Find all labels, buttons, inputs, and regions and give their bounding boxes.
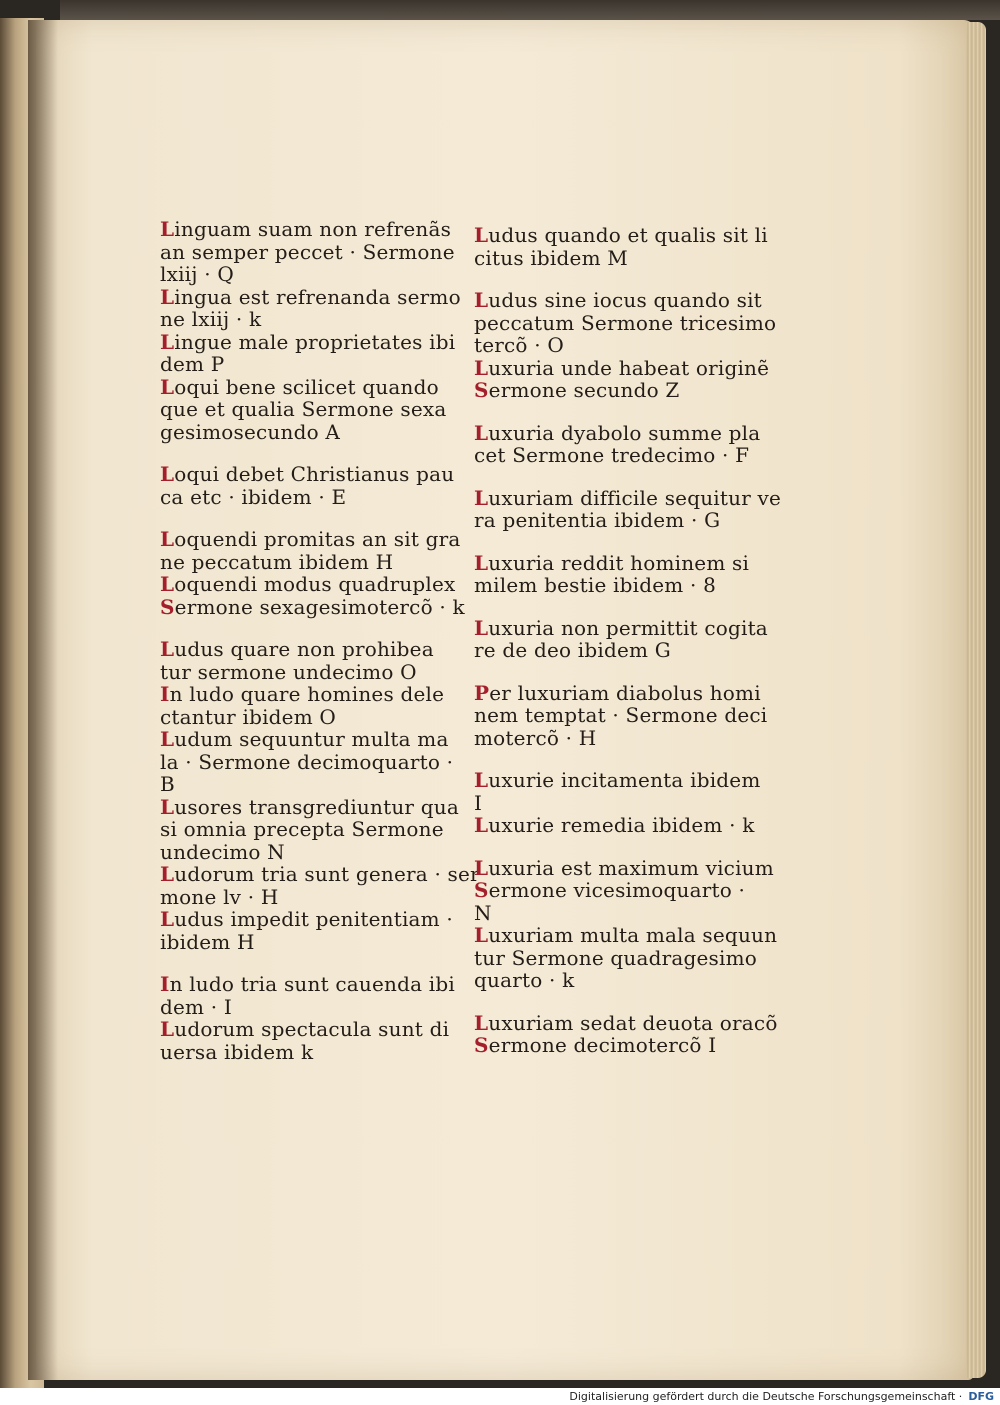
index-line bbox=[474, 902, 774, 925]
index-line bbox=[160, 682, 445, 706]
line-text: citus ibidem M bbox=[474, 245, 628, 270]
index-line bbox=[474, 574, 774, 597]
line-text: udus quare non prohibea bbox=[174, 637, 434, 661]
rubricated-initial: L bbox=[474, 485, 489, 510]
index-line bbox=[160, 284, 461, 309]
index-line bbox=[160, 706, 440, 729]
rubricated-initial: S bbox=[160, 594, 175, 619]
index-line bbox=[160, 551, 440, 574]
book-top-edge bbox=[60, 0, 1000, 20]
line-text: uxuria est maximum vicium bbox=[488, 855, 774, 880]
rubricated-initial: L bbox=[160, 572, 175, 596]
line-text: si omnia precepta Sermone bbox=[160, 817, 444, 841]
line-text: uersa ibidem k bbox=[160, 1039, 314, 1064]
line-text: la · Sermone decimoquarto · bbox=[160, 749, 454, 774]
line-text: ne peccatum ibidem H bbox=[160, 549, 394, 574]
line-text: uxuria dyabolo summe pla bbox=[488, 420, 761, 445]
index-line bbox=[474, 357, 774, 380]
line-text: ermone secundo Z bbox=[488, 378, 680, 402]
line-text: an semper peccet · Sermone bbox=[160, 239, 455, 264]
line-text: I bbox=[474, 790, 483, 815]
rubricated-initial: L bbox=[160, 862, 175, 886]
index-line bbox=[160, 353, 440, 376]
line-text: uxuriam sedat deuota oracõ bbox=[488, 1010, 778, 1035]
rubricated-initial: L bbox=[160, 462, 175, 486]
rubricated-initial: L bbox=[474, 813, 489, 837]
line-text: oqui debet Christianus pau bbox=[174, 462, 455, 486]
line-text: peccatum Sermone tricesimo bbox=[474, 310, 777, 335]
line-text: udorum spectacula sunt di bbox=[174, 1017, 450, 1041]
line-text: uxuria unde habeat originẽ bbox=[488, 355, 770, 380]
index-line bbox=[160, 421, 440, 444]
line-text: gesimosecundo A bbox=[160, 419, 341, 444]
line-text: n ludo quare homines dele bbox=[169, 682, 445, 706]
rubricated-initial: L bbox=[160, 1017, 175, 1041]
line-text: uxurie remedia ibidem · k bbox=[488, 813, 755, 837]
left-text-column bbox=[160, 217, 480, 1064]
rubricated-initial: L bbox=[160, 907, 175, 931]
index-line bbox=[474, 682, 774, 705]
rubricated-initial: L bbox=[474, 223, 489, 247]
index-line bbox=[160, 886, 440, 909]
index-line bbox=[474, 247, 774, 270]
line-text: B bbox=[160, 772, 175, 796]
entry-spacer bbox=[160, 953, 440, 973]
index-line bbox=[160, 638, 440, 661]
entry-spacer bbox=[474, 992, 774, 1012]
index-line bbox=[474, 334, 774, 357]
digitization-footer bbox=[0, 1388, 1000, 1405]
entry-spacer bbox=[474, 402, 774, 422]
index-line bbox=[160, 329, 456, 354]
line-text: milem bestie ibidem · 8 bbox=[474, 573, 717, 597]
line-text: quarto · k bbox=[474, 968, 575, 992]
rubricated-initial: L bbox=[474, 768, 489, 792]
rubricated-initial: S bbox=[474, 1033, 489, 1057]
line-text: undecimo N bbox=[160, 839, 285, 864]
line-text: lxiij · Q bbox=[160, 262, 234, 286]
index-line bbox=[160, 594, 465, 619]
index-line bbox=[160, 217, 452, 241]
line-text: uxuriam multa mala sequun bbox=[488, 923, 778, 947]
entry-spacer bbox=[160, 618, 440, 638]
rubricated-initial: I bbox=[160, 972, 170, 996]
rubricated-initial: L bbox=[160, 374, 175, 399]
index-line bbox=[160, 749, 454, 774]
index-line bbox=[474, 379, 774, 402]
index-line bbox=[160, 308, 440, 331]
entry-spacer bbox=[474, 467, 774, 487]
index-line bbox=[160, 263, 440, 286]
line-text: usores transgrediuntur qua bbox=[174, 794, 459, 819]
index-line bbox=[474, 857, 774, 880]
rubricated-initial: P bbox=[474, 680, 490, 705]
right-text-column bbox=[474, 223, 782, 1057]
rubricated-initial: I bbox=[160, 682, 170, 706]
index-line bbox=[160, 817, 444, 841]
rubricated-initial: L bbox=[474, 288, 489, 312]
line-text: nem temptat · Sermone deci bbox=[474, 703, 768, 727]
line-text: re de deo ibidem G bbox=[474, 638, 671, 662]
rubricated-initial: L bbox=[474, 1010, 489, 1035]
index-line bbox=[160, 661, 440, 684]
line-text: ctantur ibidem O bbox=[160, 704, 337, 729]
index-line bbox=[474, 923, 778, 947]
entry-spacer bbox=[160, 443, 440, 463]
entry-spacer bbox=[474, 269, 774, 289]
line-text: ermone vicesimoquarto · bbox=[488, 878, 746, 902]
entry-spacer bbox=[474, 662, 774, 682]
page-fore-edge bbox=[966, 22, 986, 1378]
index-line bbox=[474, 947, 774, 970]
index-line bbox=[474, 814, 774, 837]
index-line bbox=[160, 1041, 440, 1064]
line-text: ermone decimotercõ I bbox=[488, 1033, 717, 1057]
rubricated-initial: L bbox=[474, 550, 489, 575]
line-text: inguam suam non refrenãs bbox=[174, 217, 452, 241]
line-text: n ludo tria sunt cauenda ibi bbox=[169, 972, 455, 996]
rubricated-initial: L bbox=[474, 615, 489, 640]
line-text: mone lv · H bbox=[160, 884, 279, 909]
index-line bbox=[474, 552, 774, 575]
index-line bbox=[474, 792, 774, 815]
line-text: uxuriam difficile sequitur ve bbox=[488, 485, 782, 510]
index-line bbox=[474, 727, 774, 750]
line-text: oqui bene scilicet quando bbox=[174, 374, 439, 399]
rubricated-initial: L bbox=[160, 284, 175, 309]
entry-spacer bbox=[474, 837, 774, 857]
line-text: ingua est refrenanda sermo bbox=[174, 284, 461, 309]
line-text: uxuria reddit hominem si bbox=[488, 550, 750, 575]
index-line bbox=[474, 485, 782, 510]
index-line bbox=[160, 907, 453, 931]
line-text: ibidem H bbox=[160, 929, 255, 954]
index-line bbox=[474, 969, 774, 992]
index-line bbox=[474, 289, 774, 312]
rubricated-initial: L bbox=[160, 527, 175, 551]
index-line bbox=[160, 376, 440, 399]
line-text: que et qualia Sermone sexa bbox=[160, 397, 447, 421]
index-line bbox=[160, 397, 447, 421]
line-text: uxuria non permittit cogita bbox=[488, 615, 768, 640]
line-text: udus impedit penitentiam · bbox=[174, 907, 453, 931]
entry-spacer bbox=[474, 532, 774, 552]
index-line bbox=[474, 224, 774, 247]
line-text: oquendi promitas an sit gra bbox=[174, 527, 461, 551]
rubricated-initial: L bbox=[474, 355, 489, 380]
line-text: uxurie incitamenta ibidem bbox=[488, 768, 761, 792]
line-text: er luxuriam diabolus homi bbox=[489, 680, 761, 705]
index-line bbox=[160, 841, 440, 864]
entry-spacer bbox=[474, 597, 774, 617]
line-text: ra penitentia ibidem · G bbox=[474, 508, 721, 532]
index-line bbox=[474, 1010, 778, 1035]
dfg-logo: DFG bbox=[968, 1390, 994, 1403]
line-text: dem · I bbox=[160, 994, 232, 1019]
index-line bbox=[474, 310, 777, 335]
index-line bbox=[474, 1034, 774, 1057]
line-text: motercõ · H bbox=[474, 725, 597, 750]
index-line bbox=[160, 572, 456, 596]
entry-spacer bbox=[474, 749, 774, 769]
index-line bbox=[160, 996, 440, 1019]
rubricated-initial: L bbox=[474, 855, 489, 880]
index-line bbox=[474, 422, 774, 445]
rubricated-initial: L bbox=[160, 637, 175, 661]
index-line bbox=[474, 879, 774, 902]
index-line bbox=[160, 773, 440, 796]
index-line bbox=[160, 239, 455, 264]
entry-spacer bbox=[160, 508, 440, 528]
line-text: tur sermone undecimo O bbox=[160, 659, 417, 684]
rubricated-initial: L bbox=[160, 727, 175, 751]
rubricated-initial: L bbox=[160, 329, 175, 354]
line-text: N bbox=[474, 900, 492, 925]
index-line bbox=[474, 617, 774, 640]
line-text: ingue male proprietates ibi bbox=[174, 329, 456, 354]
rubricated-initial: L bbox=[474, 923, 489, 947]
rubricated-initial: S bbox=[474, 878, 489, 902]
line-text: udorum tria sunt genera · ser bbox=[174, 862, 480, 886]
index-line bbox=[160, 527, 461, 551]
line-text: cet Sermone tredecimo · F bbox=[474, 443, 750, 467]
book-gutter bbox=[28, 20, 58, 1380]
line-text: udus quando et qualis sit li bbox=[488, 223, 768, 247]
line-text: udus sine iocus quando sit bbox=[488, 288, 762, 312]
line-text: ca etc · ibidem · E bbox=[160, 484, 347, 509]
index-line bbox=[474, 639, 774, 662]
index-line bbox=[160, 727, 449, 751]
line-text: tercõ · O bbox=[474, 333, 564, 357]
index-line bbox=[160, 486, 440, 509]
line-text: tur Sermone quadragesimo bbox=[474, 945, 758, 970]
line-text: udum sequuntur multa ma bbox=[174, 727, 449, 751]
line-text: ermone sexagesimotercõ · k bbox=[174, 594, 465, 619]
index-line bbox=[474, 704, 774, 727]
index-line bbox=[474, 769, 774, 792]
index-line bbox=[474, 444, 774, 467]
line-text: dem P bbox=[160, 352, 225, 376]
line-text: oquendi modus quadruplex bbox=[174, 572, 456, 596]
index-line bbox=[474, 509, 774, 532]
rubricated-initial: S bbox=[474, 378, 489, 402]
line-text: ne lxiij · k bbox=[160, 307, 262, 331]
index-line bbox=[160, 1017, 450, 1041]
rubricated-initial: L bbox=[160, 794, 175, 819]
index-line bbox=[160, 972, 455, 996]
rubricated-initial: L bbox=[160, 217, 175, 241]
rubricated-initial: L bbox=[474, 420, 489, 445]
index-line bbox=[160, 794, 459, 819]
footer-credit: Digitalisierung gefördert durch die Deutsche Forschungsgemeinschaft · bbox=[569, 1390, 963, 1403]
index-line bbox=[160, 931, 440, 954]
index-line bbox=[160, 862, 480, 886]
index-line bbox=[160, 462, 455, 486]
